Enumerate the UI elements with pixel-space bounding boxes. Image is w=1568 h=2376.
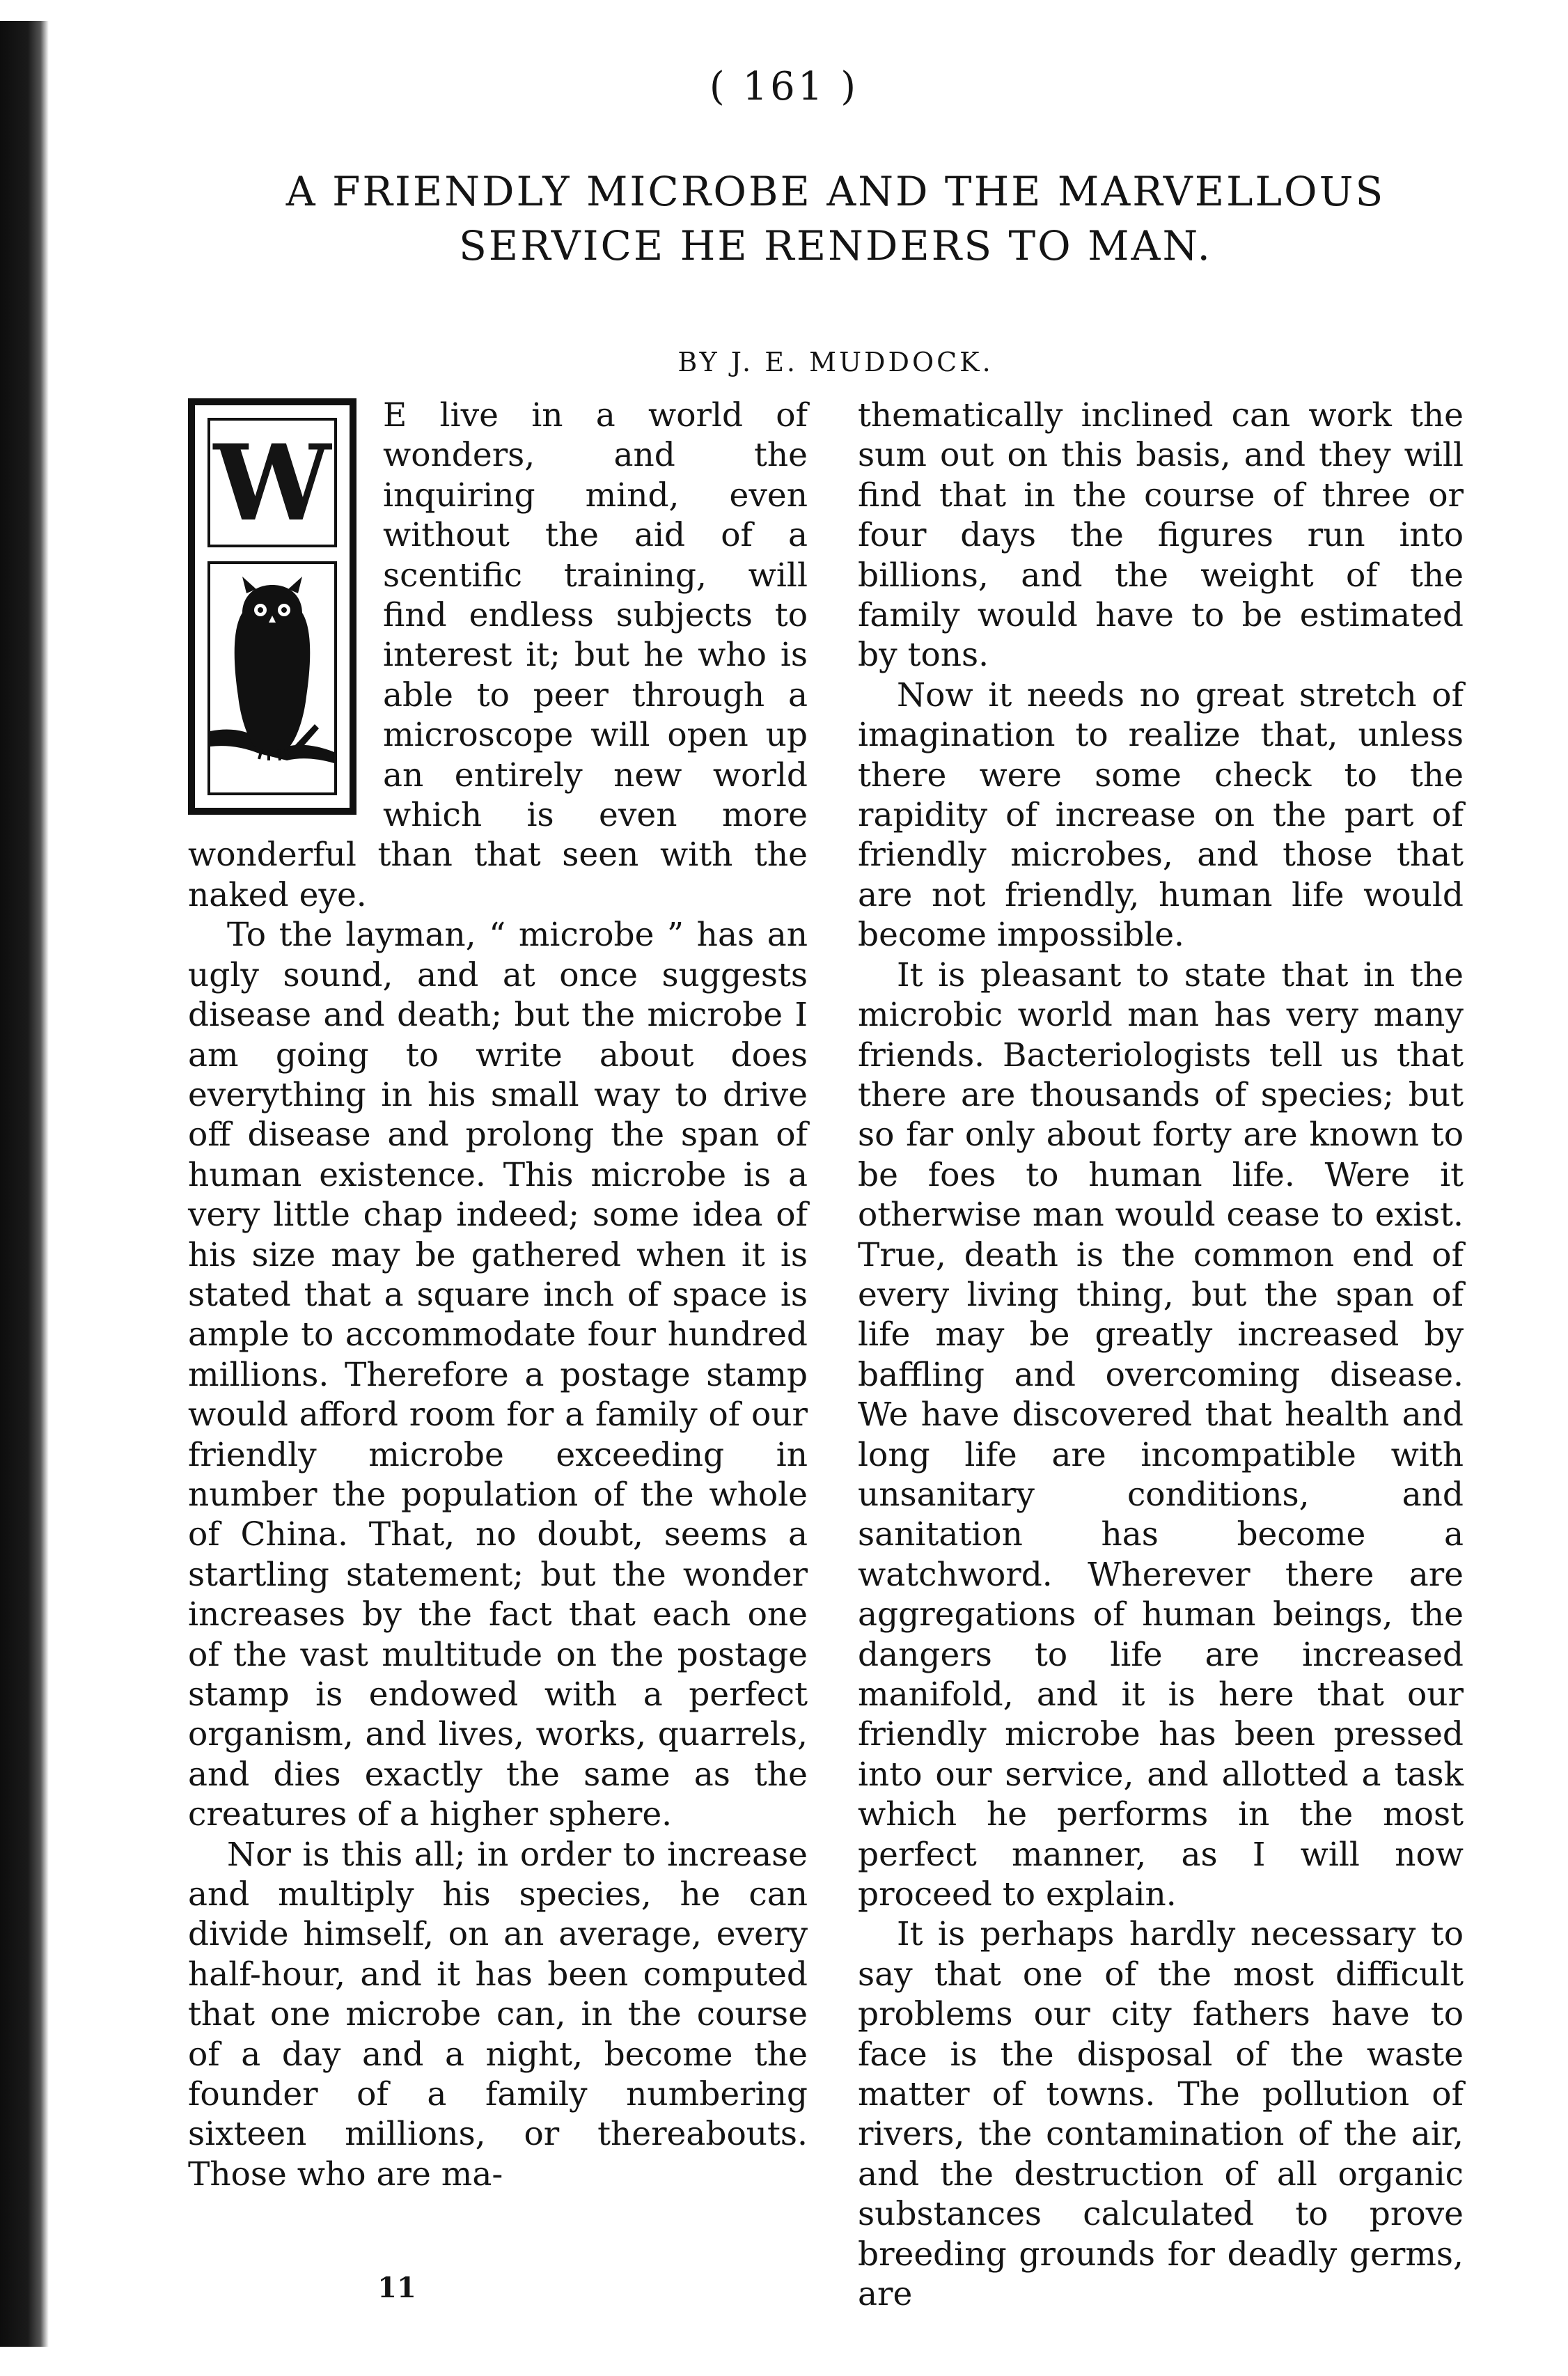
paragraph: Nor is this all; in order to increase and multiply his species, he can divide himself, on an average, every half-hour, and it has been computed that one microbe can, in the course of a day and a night, become the founder of a family numbering sixteen millions, or thereabouts. Those who are ma- [188,1835,808,2194]
paragraph: E live in a world of wonders, and the inquiring mind, even without the aid of a scentific training, will find endless subjects to interest it; but he who is able to peer through a microscope will open up an entirely new world which is even more wonderful than that seen with the naked eye. [188,396,808,914]
title-line-2: SERVICE HE RENDERS TO MAN. [459,222,1212,269]
drop-cap-letter: W [207,418,337,547]
binding-edge [0,21,49,2347]
paragraph: It is perhaps hardly necessary to say that one of the most difficult problems our city fathers have to face is the disposal of the waste matter of towns. The pollution of rivers, the contamination of the air, and the destruction of all organic substances calculated to prove breeding grounds for deadly germs, are [858,1915,1464,2314]
paragraph: To the layman, “ microbe ” has an ugly sound, and at once suggests disease and death; but the microbe I am going to write about does everything in his small way to drive off disease and prolong the span of human existence. This microbe is a very little chap indeed; some idea of his size may be gathered when it is stated that a square inch of space is ample to accommodate four hundred millions. Therefore a postage stamp would afford room for a family of our friendly microbe exceeding in number the population of the whole of China. That, no doubt, seems a startling statement; but the wonder increases by the fact that each one of the vast multitude on the postage stamp is endowed with a perfect organism, and lives, works, quarrels, and dies exactly the same as the creatures of a higher sphere. [188,916,808,1834]
drop-cap-illustration [188,398,356,815]
page-number: ( 161 ) [709,64,859,109]
title-line-1: A FRIENDLY MICROBE AND THE MARVELLOUS [285,168,1386,215]
right-column [858,396,1464,2315]
paragraph: thematically inclined can work the sum out on this basis, and they will find that in the course of three or four days the figures run into billions, and the weight of the family would have to be estimated by tons. [858,396,1464,675]
left-column [188,396,808,2194]
paragraph: It is pleasant to state that in the microbic world man has very many friends. Bacteriologists tell us that there are thousands of species; but so far only about forty are known to be foes to human life. Were it otherwise man would cease to exist. True, death is the common end of every living thing, but the span of life may be greatly increased by baffling and overcoming disease. We have discovered that health and long life are incompatible with unsanitary conditions, and sanitation has become a watchword. Wherever there are aggregations of human beings, the dangers to life are increased manifold, and it is here that our friendly microbe has been pressed into our service, and allotted a task which he performs in the most perfect manner, as I will now proceed to explain. [858,955,1464,1914]
signature-mark: 11 [377,2272,416,2304]
paragraph: Now it needs no great stretch of imagination to realize that, unless there were some check to the rapidity of increase on the part of friendly microbes, and those that are not friendly, human life would become impossible. [858,675,1464,955]
article-title [209,164,1462,273]
author-byline: BY J. E. MUDDOCK. [677,347,994,377]
owl-icon [207,561,337,795]
